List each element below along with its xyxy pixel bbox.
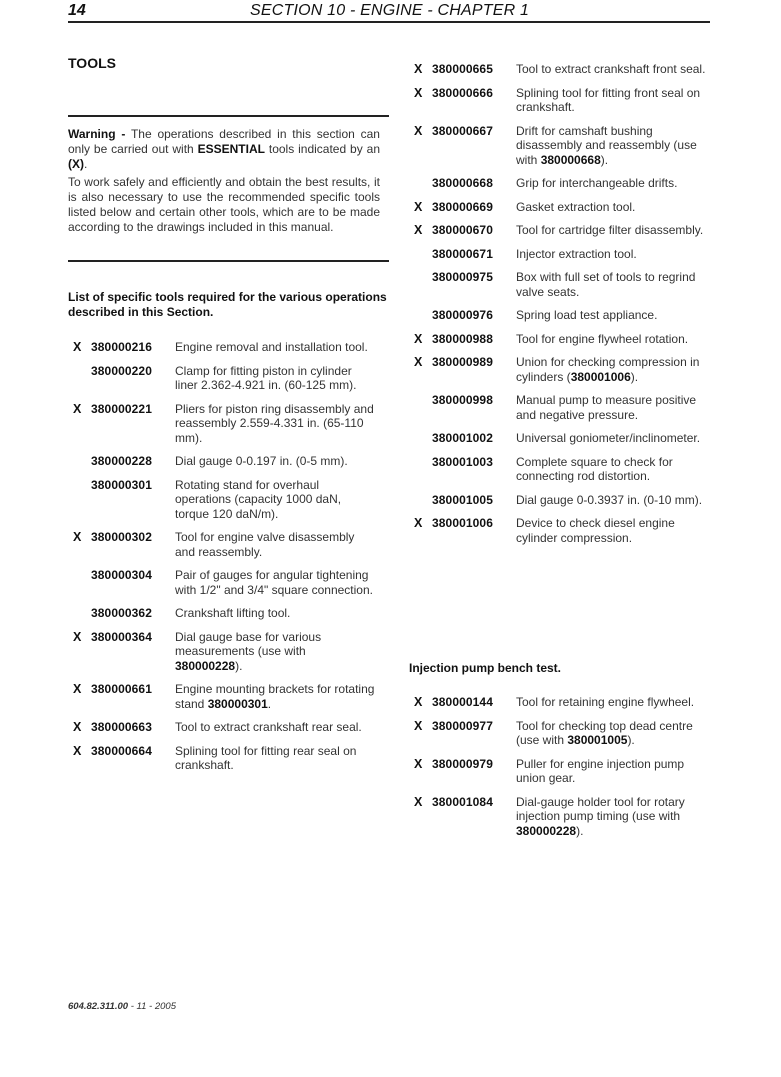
right-tool-list	[414, 62, 714, 554]
tool-code: 380000975	[432, 270, 493, 284]
tool-code: 380000304	[91, 568, 152, 582]
warning-box	[68, 127, 380, 238]
essential-marker: X	[414, 718, 423, 733]
footer-code: 604.82.311.00 - 11 - 2005	[68, 1001, 176, 1012]
essential-marker: X	[414, 199, 423, 214]
essential-marker: X	[414, 223, 423, 237]
essential-marker: (X)	[68, 157, 84, 171]
tool-description: Dial gauge 0-0.3937 in. (0-10 mm).	[516, 492, 703, 507]
tool-entry	[414, 516, 714, 545]
tool-code: 380000302	[91, 530, 152, 544]
essential-marker: X	[414, 331, 423, 346]
tool-description: Manual pump to measure positive and negative pressure.	[516, 393, 697, 422]
tool-entry	[73, 720, 393, 735]
tool-code: 380000668	[432, 176, 493, 190]
essential-marker: X	[414, 123, 423, 138]
tool-description: Grip for interchangeable drifts.	[516, 176, 678, 190]
tool-entry	[414, 719, 714, 748]
tool-description: Tool for engine valve disassembly and reassembly.	[175, 530, 355, 559]
tool-description: Tool to extract crankshaft front seal.	[516, 62, 706, 76]
tool-code: 380000664	[91, 743, 152, 758]
tool-entry	[414, 393, 714, 422]
tool-description: Tool for retaining engine flywheel.	[516, 695, 695, 709]
tool-code: 380000976	[432, 308, 493, 322]
tool-description: Tool for engine flywheel rotation.	[516, 331, 689, 346]
tool-description: Dial-gauge holder tool for rotary injection pump timing (use with 380000228).	[516, 794, 685, 838]
essential-marker: X	[73, 340, 82, 354]
left-tool-list	[73, 340, 393, 782]
tool-code: 380000228	[91, 454, 152, 468]
injection-pump-heading: Injection pump bench test.	[409, 661, 562, 675]
tool-code: 380000670	[432, 223, 493, 237]
tool-code: 380000665	[432, 62, 493, 76]
essential-marker: X	[414, 85, 423, 100]
tool-entry	[73, 568, 393, 597]
essential-marker: X	[414, 62, 423, 76]
warning-bottom-rule	[68, 260, 389, 262]
tool-entry	[73, 744, 393, 773]
tool-entry	[414, 62, 714, 77]
tool-code: 380001003	[432, 454, 493, 469]
tool-description: Union for checking compression in cylinders (380001006).	[516, 355, 700, 384]
tool-reference: 380000228	[175, 658, 236, 673]
tool-description: Universal goniometer/inclinometer.	[516, 431, 701, 445]
tool-reference: 380001006	[570, 369, 631, 384]
tool-code: 380001005	[432, 492, 493, 507]
tool-description: Rotating stand for overhaul operations (capacity 1000 daN, torque 120 daN/m).	[175, 477, 342, 521]
essential-marker: X	[73, 682, 82, 696]
tool-code: 380000671	[432, 246, 493, 261]
tool-description: Tool to extract crankshaft rear seal.	[175, 720, 362, 734]
essential-marker: X	[73, 720, 82, 734]
tool-description: Box with full set of tools to regrind valve seats.	[516, 270, 696, 299]
tool-description: Engine mounting brackets for rotating stand 380000301.	[175, 682, 375, 711]
tool-entry	[414, 200, 714, 215]
tool-reference: 380000668	[540, 152, 601, 167]
tool-code: 380000220	[91, 363, 152, 378]
tool-entry	[73, 530, 393, 559]
tool-code: 380000221	[91, 401, 152, 416]
tool-entry	[414, 176, 714, 191]
tool-description: Engine removal and installation tool.	[175, 340, 368, 354]
tool-entry	[73, 606, 393, 621]
tool-description: Tool for cartridge filter disassembly.	[516, 223, 704, 237]
section-title: SECTION 10 - ENGINE - CHAPTER 1	[250, 2, 530, 19]
tool-description: Pair of gauges for angular tightening with 1/2" and 3/4" square connection.	[175, 568, 373, 597]
tool-code: 380001006	[432, 516, 493, 530]
tool-entry	[414, 247, 714, 262]
essential-marker: X	[414, 756, 423, 771]
tool-code: 380000144	[432, 695, 493, 709]
essential-marker: X	[414, 794, 423, 809]
tools-heading: TOOLS	[68, 55, 116, 71]
tool-description: Tool for checking top dead centre (use with 380001005).	[516, 718, 693, 747]
tool-entry	[414, 223, 714, 238]
warning-top-rule	[68, 115, 389, 117]
tool-entry	[414, 86, 714, 115]
safety-paragraph: To work safely and efficiently and obtain the best results, it is also necessary to use the recommended specific tools listed below and certain other tools, which are to be made according to the drawings included in this manual.	[68, 175, 380, 234]
list-heading: List of specific tools required for the various operations described in this Section.	[68, 290, 387, 319]
tool-description: Gasket extraction tool.	[516, 199, 636, 214]
warning-label: Warning -	[68, 127, 126, 141]
tool-entry	[414, 270, 714, 299]
tool-description: Splining tool for fitting front seal on crankshaft.	[516, 85, 701, 114]
tool-entry	[414, 308, 714, 323]
tool-code: 380000667	[432, 123, 493, 138]
tool-code: 380000362	[91, 606, 152, 620]
tool-code: 380001084	[432, 794, 493, 809]
tool-reference: 380000228	[516, 823, 577, 838]
tool-entry	[73, 454, 393, 469]
tool-code: 380000998	[432, 393, 493, 407]
essential-marker: X	[414, 355, 423, 369]
tool-description: Spring load test appliance.	[516, 308, 658, 322]
tool-entry	[73, 630, 393, 674]
tool-reference: 380001005	[567, 733, 628, 747]
tool-code: 380000301	[91, 477, 152, 492]
tool-description: Clamp for fitting piston in cylinder liner 2.362-4.921 in. (60-125 mm).	[175, 363, 357, 392]
tool-entry	[414, 332, 714, 347]
essential-marker: X	[414, 695, 423, 709]
essential-marker: X	[73, 743, 82, 758]
tool-code: 380000988	[432, 331, 493, 346]
tool-entry	[414, 355, 714, 384]
essential-marker: X	[73, 401, 82, 416]
tool-description: Complete square to check for connecting rod distortion.	[516, 454, 673, 483]
tool-description: Device to check diesel engine cylinder compression.	[516, 516, 675, 545]
tool-code: 380000979	[432, 756, 493, 771]
tool-description: Injector extraction tool.	[516, 246, 637, 261]
header-rule	[68, 21, 710, 23]
tool-entry	[73, 682, 393, 711]
tool-code: 380000669	[432, 199, 493, 214]
tool-description: Drift for camshaft bushing disassembly and reassembly (use with 380000668).	[516, 123, 697, 167]
warning-paragraph: Warning - The operations described in this section can only be carried out with ESSENTIAL tools indicated by an (X).	[68, 127, 380, 171]
essential-keyword: ESSENTIAL	[197, 142, 265, 156]
tool-code: 380001002	[432, 431, 493, 445]
tool-entry	[414, 431, 714, 446]
injection-tool-list	[414, 695, 714, 847]
tool-entry	[414, 124, 714, 168]
tool-code: 380000666	[432, 85, 493, 100]
tool-entry	[414, 455, 714, 484]
tool-description: Puller for engine injection pump union gear.	[516, 756, 685, 785]
tool-description: Dial gauge 0-0.197 in. (0-5 mm).	[175, 454, 348, 468]
tool-entry	[73, 364, 393, 393]
essential-marker: X	[414, 516, 423, 530]
page-number: 14	[68, 2, 86, 19]
tool-description: Dial gauge base for various measurements (use with 380000228).	[175, 629, 322, 673]
tool-entry	[73, 402, 393, 446]
tool-code: 380000663	[91, 720, 152, 734]
tool-code: 380000977	[432, 718, 493, 733]
tool-code: 380000364	[91, 629, 152, 644]
tool-description: Pliers for piston ring disassembly and reassembly 2.559-4.331 in. (65-110 mm).	[175, 401, 374, 445]
tool-code: 380000989	[432, 355, 493, 369]
tool-code: 380000216	[91, 340, 152, 354]
tool-entry	[73, 340, 393, 355]
essential-marker: X	[73, 629, 82, 644]
essential-marker: X	[73, 530, 82, 544]
tool-entry	[414, 695, 714, 710]
tool-description: Crankshaft lifting tool.	[175, 606, 291, 620]
tool-entry	[73, 478, 393, 522]
tool-reference: 380000301	[207, 696, 268, 711]
tool-code: 380000661	[91, 682, 152, 696]
tool-entry	[414, 795, 714, 839]
tool-description: Splining tool for fitting rear seal on crankshaft.	[175, 743, 357, 772]
tool-entry	[414, 757, 714, 786]
tool-entry	[414, 493, 714, 508]
